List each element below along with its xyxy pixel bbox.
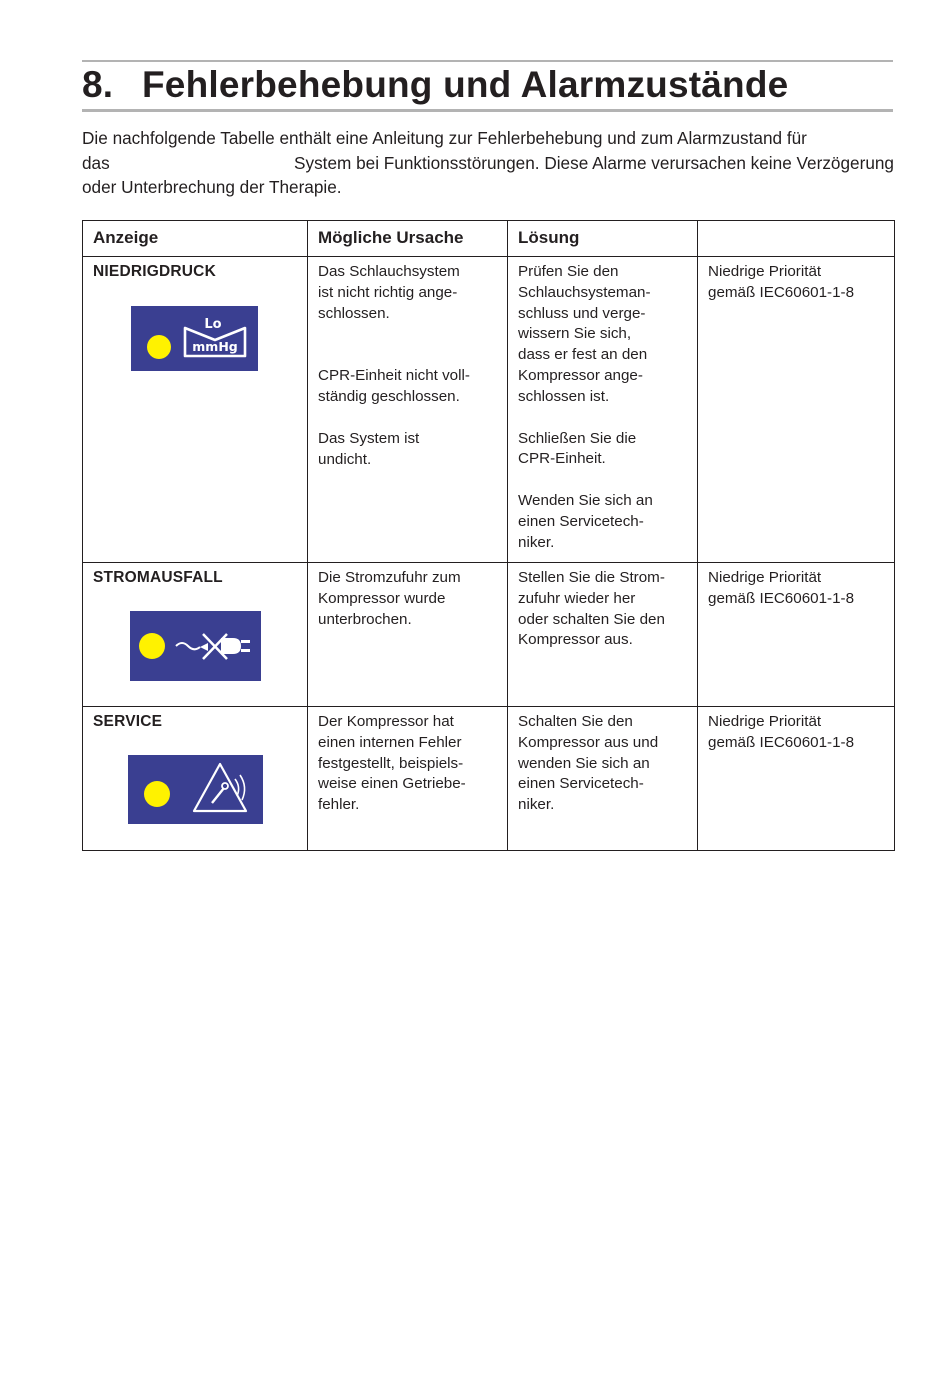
icon-text-mmhg: mmHg [192, 338, 238, 354]
intro-line-2-right: System bei Funktionsstörungen. Diese Alarme verursachen keine Verzögerung [294, 152, 894, 173]
cell-ursache [308, 257, 508, 563]
cell-anzeige [83, 707, 308, 851]
priority-text: Niedrige Priorität gemäß IEC60601-1-8 [708, 569, 855, 607]
header-ursache: Mögliche Ursache [308, 221, 508, 257]
cell-loesung [508, 257, 698, 563]
cause-text: Die Stromzufuhr zum Kompressor wurde unterbrochen. [318, 569, 461, 628]
cell-priority [698, 563, 895, 707]
table-row [83, 257, 895, 563]
solution-text: Prüfen Sie den Schlauchsysteman- schluss und verge- wissern Sie sich, dass er fest an den Kompressor ange- schlossen ist. [518, 263, 651, 405]
solution-text: Schließen Sie die CPR-Einheit. [518, 429, 637, 468]
table-row [83, 707, 895, 851]
cell-priority [698, 257, 895, 563]
intro-line-2 [82, 151, 894, 176]
alarm-label-stromausfall: STROMAUSFALL [93, 569, 223, 586]
cell-loesung [508, 563, 698, 707]
cell-loesung [508, 707, 698, 851]
solution-text: Wenden Sie sich an einen Servicetech- niker. [518, 492, 653, 551]
alarm-table [82, 220, 895, 851]
cause-text: Das Schlauchsystem ist nicht richtig ange- schlossen. [318, 263, 460, 322]
icon-text-lo: Lo [204, 316, 222, 332]
intro-line-2-left: das [82, 152, 110, 173]
alarm-label-niedrigdruck: NIEDRIGDRUCK [93, 263, 216, 280]
cause-text: Das System ist undicht. [318, 429, 420, 468]
cause-text: CPR-Einheit nicht voll- ständig geschlossen. [318, 367, 470, 406]
cell-priority [698, 707, 895, 851]
section-number: 8. [82, 64, 114, 105]
power-failure-icon [130, 611, 261, 681]
table-header-row [83, 221, 895, 257]
cell-anzeige [83, 563, 308, 707]
low-pressure-icon [131, 306, 258, 371]
priority-text: Niedrige Priorität gemäß IEC60601-1-8 [708, 713, 855, 751]
gauge-box-icon [131, 306, 258, 371]
intro-line-1: Die nachfolgende Tabelle enthält eine Anleitung zur Fehlerbehebung und zum Alarmzustand für [82, 128, 807, 148]
intro-line-3: oder Unterbrechung der Therapie. [82, 177, 342, 197]
priority-text: Niedrige Priorität gemäß IEC60601-1-8 [708, 263, 855, 301]
heading-rule-bottom [82, 109, 893, 112]
solution-text: Stellen Sie die Strom- zufuhr wieder her oder schalten Sie den Kompressor aus. [518, 569, 665, 649]
wrench-triangle-icon [128, 755, 263, 824]
unplugged-cable-icon [130, 611, 261, 681]
cell-ursache [308, 707, 508, 851]
intro-paragraph [82, 126, 894, 200]
header-priority [698, 221, 895, 257]
header-loesung: Lösung [508, 221, 698, 257]
service-warning-icon [128, 755, 263, 824]
alarm-label-service: SERVICE [93, 713, 163, 730]
solution-text: Schalten Sie den Kompressor aus und wenden Sie sich an einen Servicetech- niker. [518, 713, 659, 814]
header-anzeige: Anzeige [83, 221, 308, 257]
cell-ursache [308, 563, 508, 707]
table-row [83, 563, 895, 707]
cause-text: Der Kompressor hat einen internen Fehler festgestellt, beispiels- weise einen Getriebe- fehler. [318, 713, 466, 814]
cell-anzeige [83, 257, 308, 563]
section-title: Fehlerbehebung und Alarmzustände [142, 64, 789, 105]
section-heading [82, 62, 788, 108]
